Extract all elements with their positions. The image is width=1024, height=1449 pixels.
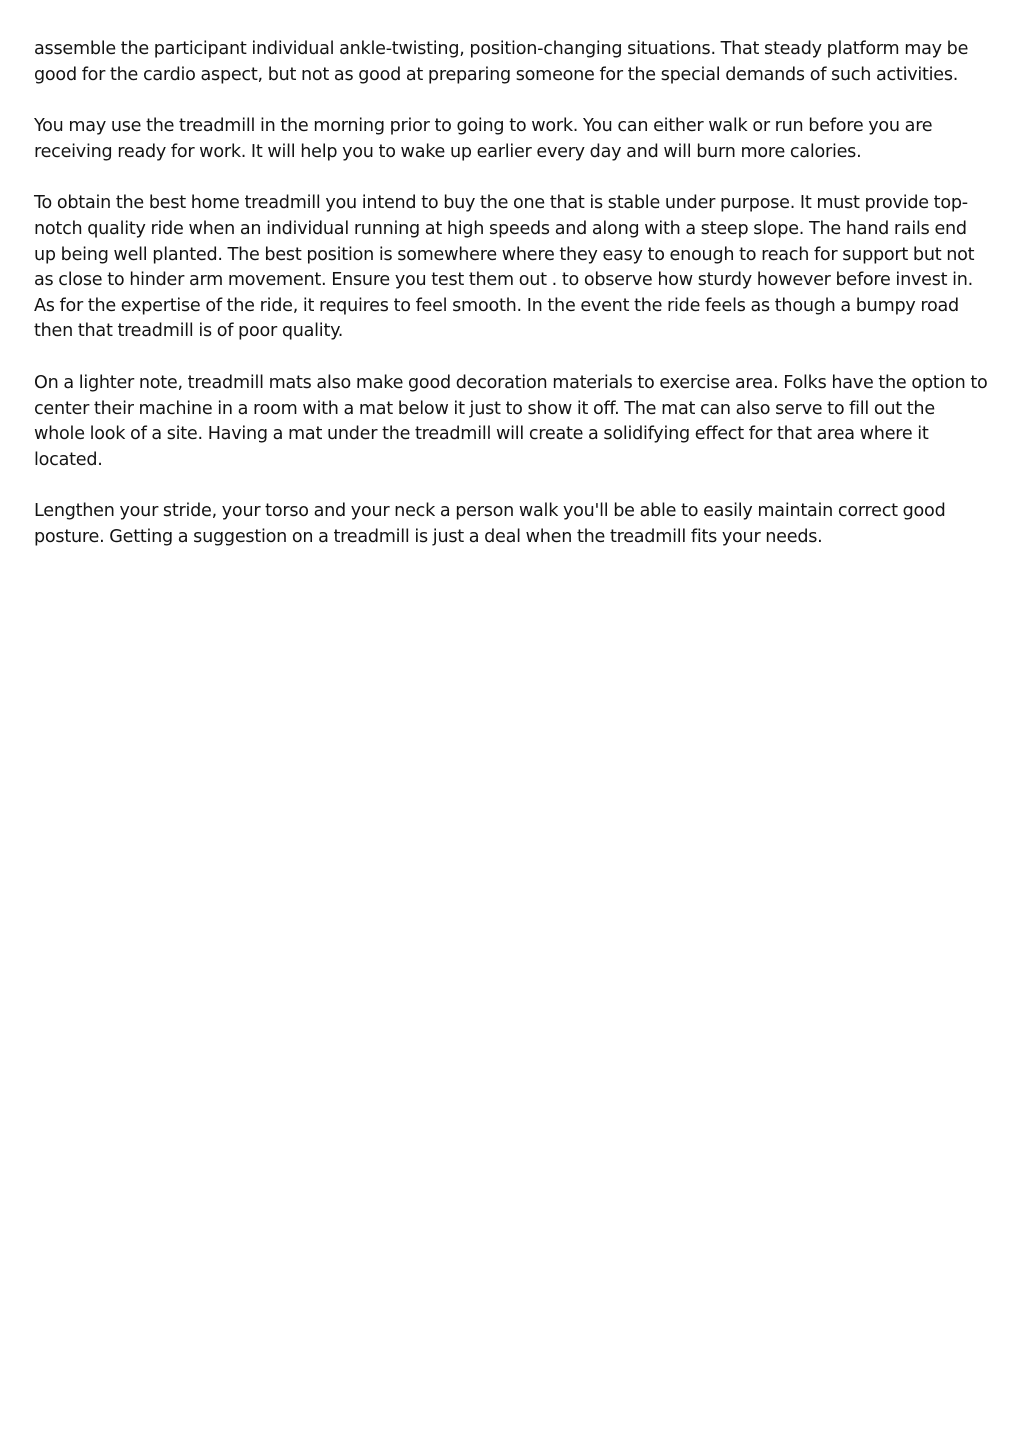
paragraph-3: To obtain the best home treadmill you intend to buy the one that is stable under purpose. It must provide top-notch quality ride when an individual running at high speeds and along with a steep slope. The hand rails end up being well planted. The best position is somewhere where they easy to enough to reach for support but not as close to hinder arm movement. Ensure you test them out . to observe how sturdy however before invest in. As for the expertise of the ride, it requires to feel smooth. In the event the ride feels as though a bumpy road then that treadmill is of poor quality. <box>34 193 975 342</box>
paragraph-1: assemble the participant individual ankle-twisting, position-changing situations. That steady platform may be good for the cardio aspect, but not as good at preparing someone for the special demands of such activities. <box>34 39 969 85</box>
paragraph-5: Lengthen your stride, your torso and your neck a person walk you'll be able to easily maintain correct good posture. Getting a suggestion on a treadmill is just a deal when the treadmill fits your needs. <box>34 501 946 547</box>
paragraph-4: On a lighter note, treadmill mats also make good decoration materials to exercise area. Folks have the option to center their machine in a room with a mat below it just to show it off. The mat can also serve to fill out the whole look of a site. Having a mat under the treadmill will create a solidifying effect for that area where it located. <box>34 372 988 470</box>
paragraph-2: You may use the treadmill in the morning prior to going to work. You can either walk or run before you are receiving ready for work. It will help you to wake up earlier every day and will burn more calories. <box>34 116 933 162</box>
